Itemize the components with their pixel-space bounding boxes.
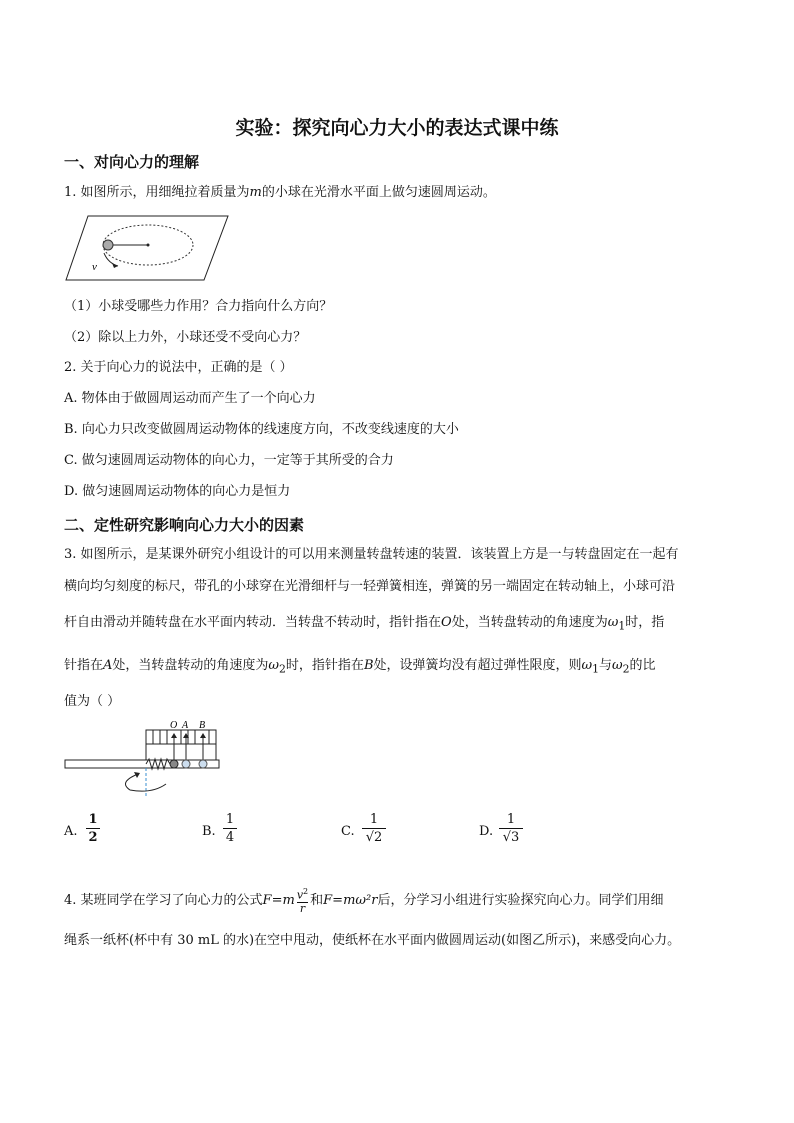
question-1-sub-2: （2）除以上力外，小球还受不受向心力？ bbox=[64, 330, 307, 345]
question-3-option-b-letter: B. bbox=[202, 824, 216, 839]
question-3-line-3: 杆自由滑动并随转盘在水平面内转动．当转盘不转动时，指针指在O处，当转盘转动的角速度为$\omega_1$时，指 bbox=[64, 615, 665, 633]
question-3-option-a-value: 1 2 bbox=[86, 812, 100, 845]
question-2-option-d: D. 做匀速圆周运动物体的向心力是恒力 bbox=[64, 484, 291, 499]
question-2-option-a: A. 物体由于做圆周运动而产生了一个向心力 bbox=[64, 391, 316, 406]
question-3-line-1: 3. 如图所示，是某课外研究小组设计的可以用来测量转盘转速的装置．该装置上方是一与转盘固定在一起有 bbox=[64, 547, 679, 562]
question-3-line-2: 横向均匀刻度的标尺，带孔的小球穿在光滑细杆与一轻弹簧相连，弹簧的另一端固定在转动轴上，小球可沿 bbox=[64, 579, 676, 594]
question-4-line-2: 绳系一纸杯(杯中有 30 mL 的水)在空中甩动，使纸杯在水平面内做圆周运动(如图乙所示)，来感受向心力。 bbox=[64, 933, 681, 948]
question-2-option-b: B. 向心力只改变做圆周运动物体的线速度方向，不改变线速度的大小 bbox=[64, 422, 459, 437]
question-3-option-d-value: 1 √3 bbox=[499, 812, 523, 845]
question-3-option-c-letter: C. bbox=[341, 824, 355, 839]
section-heading-2: 二、定性研究影响向心力大小的因素 bbox=[64, 516, 305, 534]
velocity-label: v bbox=[92, 261, 97, 273]
question-3-option-c-value: 1 √2 bbox=[362, 812, 386, 845]
label-o: O bbox=[170, 720, 178, 731]
label-b: B bbox=[199, 720, 206, 731]
question-3-line-4: 针指在A处，当转盘转动的角速度为$\omega_2$时，指针指在B处，设弹簧均没有超过弹性限度，则$\omega_1$与$\omega_2$的比 bbox=[64, 658, 656, 676]
question-1-stem: 1. 如图所示，用细绳拉着质量为m的小球在光滑水平面上做匀速圆周运动。 bbox=[64, 185, 496, 200]
section-heading-1: 一、对向心力的理解 bbox=[64, 153, 200, 171]
question-2-option-c: C. 做匀速圆周运动物体的向心力，一定等于其所受的合力 bbox=[64, 453, 394, 468]
question-3-option-d-letter: D. bbox=[479, 824, 494, 839]
figure-circular-motion bbox=[64, 214, 230, 282]
question-3-line-5: 值为（ ） bbox=[64, 694, 121, 709]
question-3-option-a-letter: A. bbox=[64, 824, 78, 839]
label-a: A bbox=[182, 720, 189, 731]
page-title: 实验：探究向心力大小的表达式课中练 bbox=[235, 117, 559, 139]
question-3-option-b-value: 1 4 bbox=[223, 812, 237, 845]
question-2-stem: 2. 关于向心力的说法中，正确的是（ ） bbox=[64, 360, 293, 375]
figure-turntable-device bbox=[64, 716, 224, 800]
question-4-line-1: 4. 某班同学在学习了向心力的公式F=m $\frac{v^2}{r}$ 和F=mω²r后，分学习小组进行实验探究向心力。同学们用细 bbox=[64, 887, 664, 915]
question-1-sub-1: （1）小球受哪些力作用？合力指向什么方向？ bbox=[64, 299, 333, 314]
